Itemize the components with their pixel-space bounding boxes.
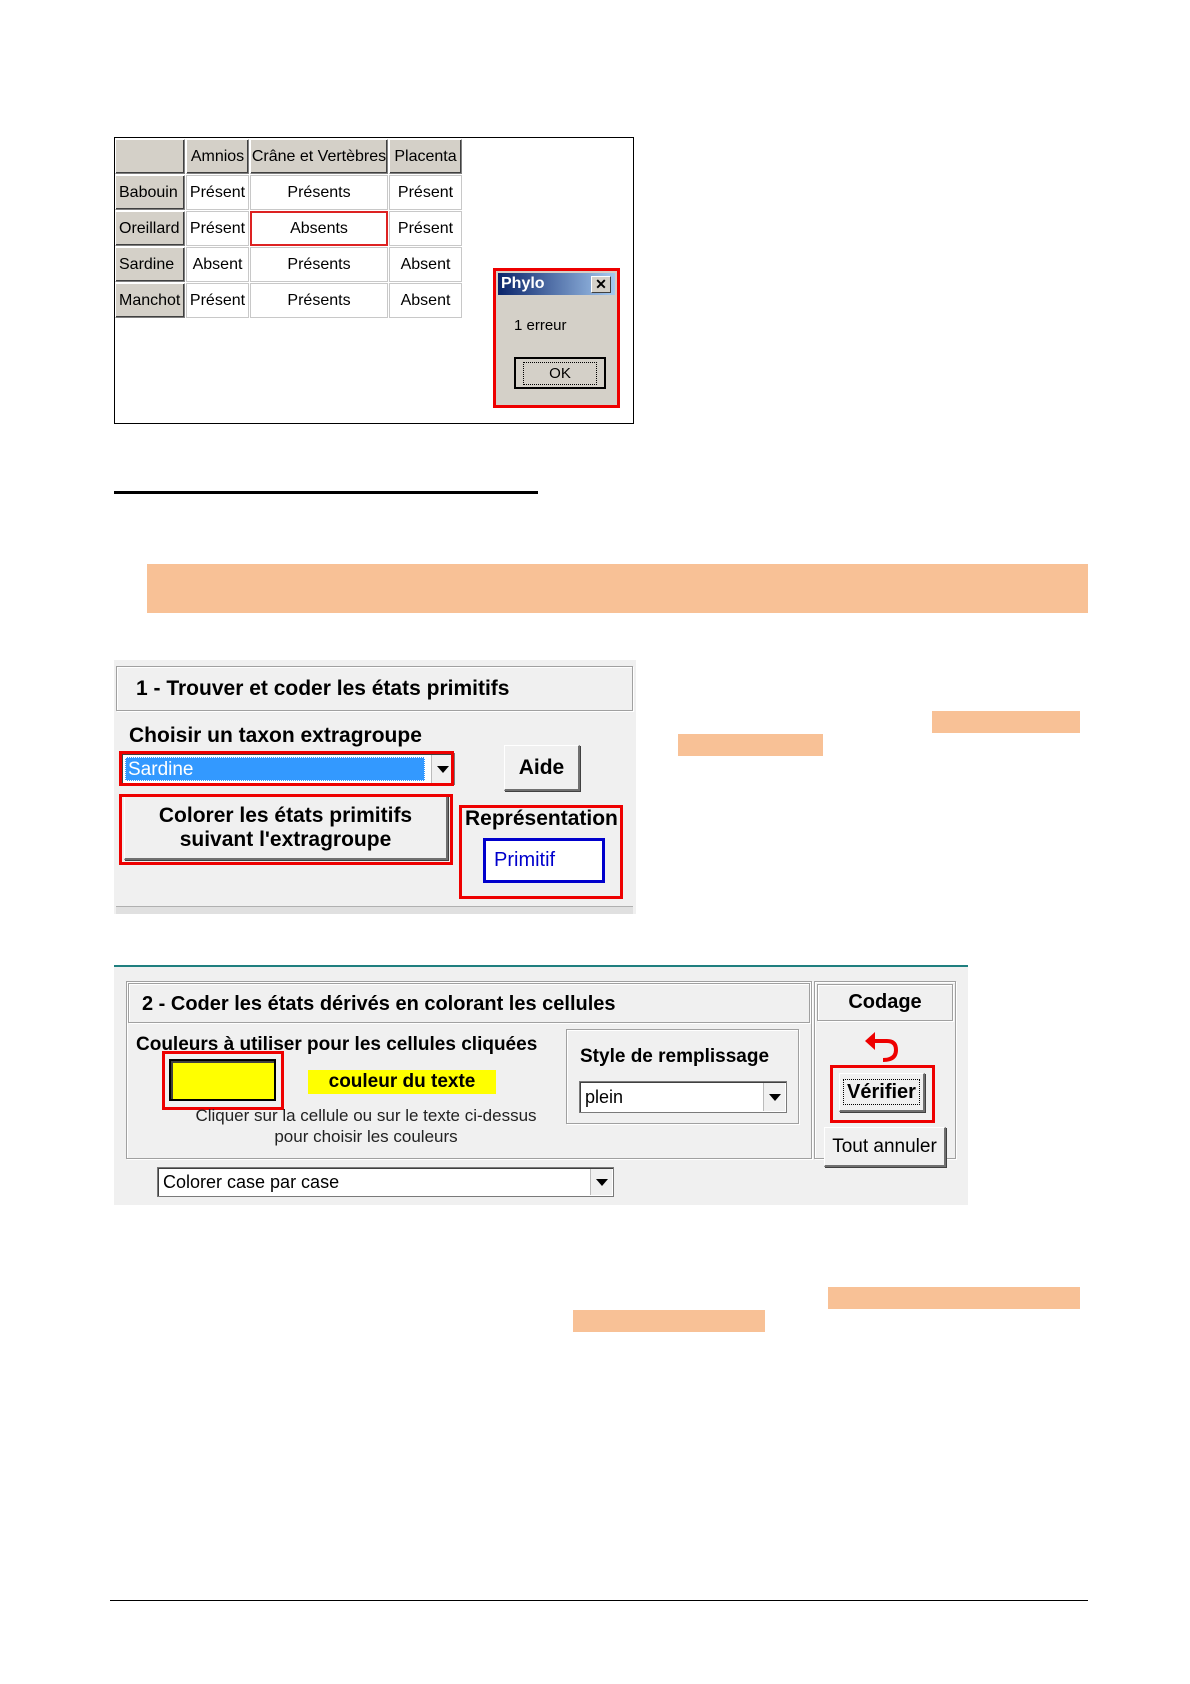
- grid-cell[interactable]: Présents: [250, 175, 388, 210]
- coloring-mode-value: Colorer case par case: [163, 1171, 340, 1192]
- ok-button[interactable]: [514, 357, 606, 389]
- fill-style-select[interactable]: [579, 1081, 787, 1113]
- chevron-down-icon[interactable]: [590, 1169, 612, 1195]
- row-header-oreillard[interactable]: Oreillard: [115, 211, 185, 246]
- fill-style-label: Style de remplissage: [580, 1046, 770, 1067]
- highlight-frame: [459, 805, 623, 899]
- highlight-frame: [162, 1051, 284, 1110]
- undo-icon[interactable]: [863, 1027, 903, 1065]
- corner-header: [115, 139, 185, 174]
- hint-line1: Cliquer sur la cellule ou sur le texte ci-dessus: [195, 1106, 537, 1125]
- highlight-bar: [828, 1287, 1080, 1309]
- grid-screenshot: [114, 137, 634, 424]
- chevron-down-icon[interactable]: [763, 1083, 785, 1111]
- highlight-frame: [119, 794, 453, 865]
- panel1-bottom-edge: [116, 906, 633, 914]
- outgroup-label: Choisir un taxon extragroupe: [129, 724, 422, 747]
- close-icon[interactable]: ✕: [591, 276, 611, 293]
- grid-cell[interactable]: Présent: [389, 211, 462, 246]
- codage-title: Codage: [848, 991, 922, 1013]
- grid-cell[interactable]: Absent: [389, 283, 462, 318]
- cancel-all-button[interactable]: Tout annuler: [824, 1127, 946, 1167]
- dialog-message: 1 erreur: [514, 317, 567, 334]
- row-header-sardine[interactable]: Sardine: [115, 247, 185, 282]
- coloring-mode-select[interactable]: [157, 1167, 614, 1197]
- representation-field[interactable]: Primitif: [483, 838, 605, 883]
- row-header-babouin[interactable]: Babouin: [115, 175, 185, 210]
- column-header-placenta[interactable]: Placenta: [389, 139, 462, 174]
- outgroup-selected-value: Sardine: [125, 757, 425, 781]
- color-button-line2: suivant l'extragroupe: [179, 827, 392, 851]
- error-dialog: [493, 268, 620, 408]
- section-underline: [114, 491, 538, 494]
- highlight-bar: [573, 1310, 765, 1332]
- verify-button-label: Vérifier: [843, 1079, 920, 1105]
- panel-derived-states: [114, 967, 968, 1205]
- ok-button-label: OK: [523, 362, 597, 385]
- column-header-crane[interactable]: Crâne et Vertèbres: [250, 139, 388, 174]
- text-color-swatch[interactable]: couleur du texte: [308, 1070, 496, 1094]
- footer-rule: [110, 1600, 1088, 1601]
- highlight-banner: [147, 564, 1088, 613]
- row-header-manchot[interactable]: Manchot: [115, 283, 185, 318]
- colors-label: Couleurs à utiliser pour les cellules cliquées: [136, 1034, 538, 1055]
- grid-cell[interactable]: Présents: [250, 247, 388, 282]
- highlight-frame: [119, 751, 454, 786]
- dialog-title: Phylo: [501, 275, 545, 292]
- grid-cell[interactable]: Présents: [250, 283, 388, 318]
- color-button-line1: Colorer les états primitifs: [158, 803, 413, 827]
- column-header-amnios[interactable]: Amnios: [186, 139, 249, 174]
- representation-label: Représentation: [465, 807, 618, 830]
- grid-cell[interactable]: Présent: [186, 283, 249, 318]
- grid-cell-selected[interactable]: Absents: [250, 211, 388, 246]
- panel2-title: 2 - Coder les états dérivés en colorant les cellules: [142, 993, 616, 1015]
- hint-line2: pour choisir les couleurs: [274, 1127, 458, 1146]
- highlight-frame: [830, 1065, 935, 1123]
- fill-style-value: plein: [585, 1086, 624, 1107]
- highlight-bar: [932, 711, 1080, 733]
- grid-cell[interactable]: Absent: [186, 247, 249, 282]
- help-button[interactable]: Aide: [504, 745, 580, 791]
- grid-cell[interactable]: Absent: [389, 247, 462, 282]
- grid-cell[interactable]: Présent: [186, 211, 249, 246]
- grid-cell[interactable]: Présent: [186, 175, 249, 210]
- panel1-title: 1 - Trouver et coder les états primitifs: [136, 677, 510, 700]
- panel-primitive-states: [114, 660, 636, 914]
- dialog-titlebar: [498, 273, 615, 295]
- highlight-bar: [678, 734, 823, 756]
- grid-cell[interactable]: Présent: [389, 175, 462, 210]
